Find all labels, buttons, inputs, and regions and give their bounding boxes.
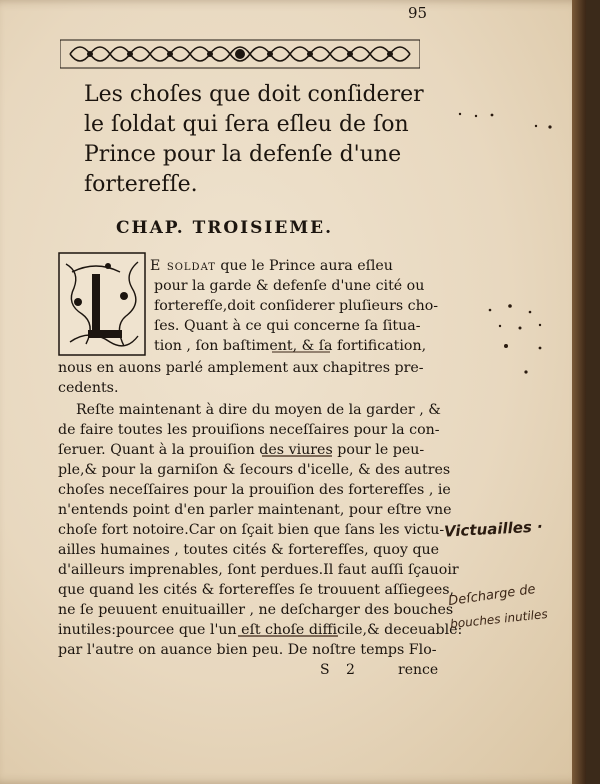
text-line: ple,& pour la garniſon & ſecours d'icelle, & des autres (58, 462, 451, 478)
decorated-initial-letter (58, 252, 146, 356)
signature-mark: S 2 (320, 662, 361, 678)
text-line: ne ſe peuuent enuituailler , ne deſcharger des bouches (58, 602, 454, 618)
text-line: tion , ſon baſtiment, & ſa fortification, (154, 338, 427, 354)
title-line: Les choſes que doit conſiderer (84, 82, 424, 107)
text-line: nous en auons parlé amplement aux chapitres pre- (58, 360, 424, 376)
chapter-heading: CHAP. TROISIEME. (116, 218, 334, 238)
text-line: forterefſe,doit conſiderer pluſieurs cho- (154, 298, 439, 314)
opening-smallcaps: E soldat (150, 258, 216, 274)
text-line: ſes. Quant à ce qui concerne ſa ſitua- (154, 318, 421, 334)
text-line: par l'autre on auance bien peu. De noſtre temps Flo- (58, 642, 437, 658)
margin-note: Deſcharge de (447, 581, 537, 610)
title-line: Prince pour la defenſe d'une (84, 142, 402, 167)
page-number: 95 (408, 4, 428, 22)
margin-note: Victuailles · (443, 517, 544, 541)
text-line: n'entends point d'en parler maintenant, pour eſtre vne (58, 502, 452, 518)
title-line: forterefſe. (84, 172, 198, 197)
catchword: rence (398, 662, 439, 678)
text-line: pour la garde & defenſe d'une cité ou (154, 278, 425, 294)
text-line: que quand les cités & forterefſes ſe trouuent aſſiegees, (58, 582, 455, 598)
text-line: cedents. (58, 380, 119, 396)
text-line: ſeruer. Quant à la prouiſion des viures pour le peu- (58, 442, 425, 458)
text-line: choſes neceſſaires pour la prouiſion des forterefſes , ie (58, 482, 451, 498)
title-line: le ſoldat qui ſera eſleu de ſon (84, 112, 409, 137)
text-line (150, 256, 393, 276)
text-line: choſe fort notoire.Car on ſçait bien que ſans les victu- (58, 522, 445, 538)
text-line: inutiles:pourcee que l'un eſt choſe difficile,& deceuable: (58, 622, 463, 638)
chapter-title (84, 80, 424, 200)
margin-note: bouches inutiles (449, 606, 549, 632)
text-span: que le Prince aura eſleu (215, 258, 393, 274)
margin-ink-marks (440, 100, 580, 400)
headpiece-ornament (60, 34, 420, 74)
text-line: d'ailleurs imprenables, ſont perdues.Il faut auſſi ſçauoir (58, 562, 459, 578)
text-line: ailles humaines , toutes cités & forterefſes, quoy que (58, 542, 440, 558)
text-line: Reſte maintenant à dire du moyen de la garder , & (76, 402, 441, 418)
text-line: de faire toutes les prouiſions neceſſaires pour la con- (58, 422, 440, 438)
